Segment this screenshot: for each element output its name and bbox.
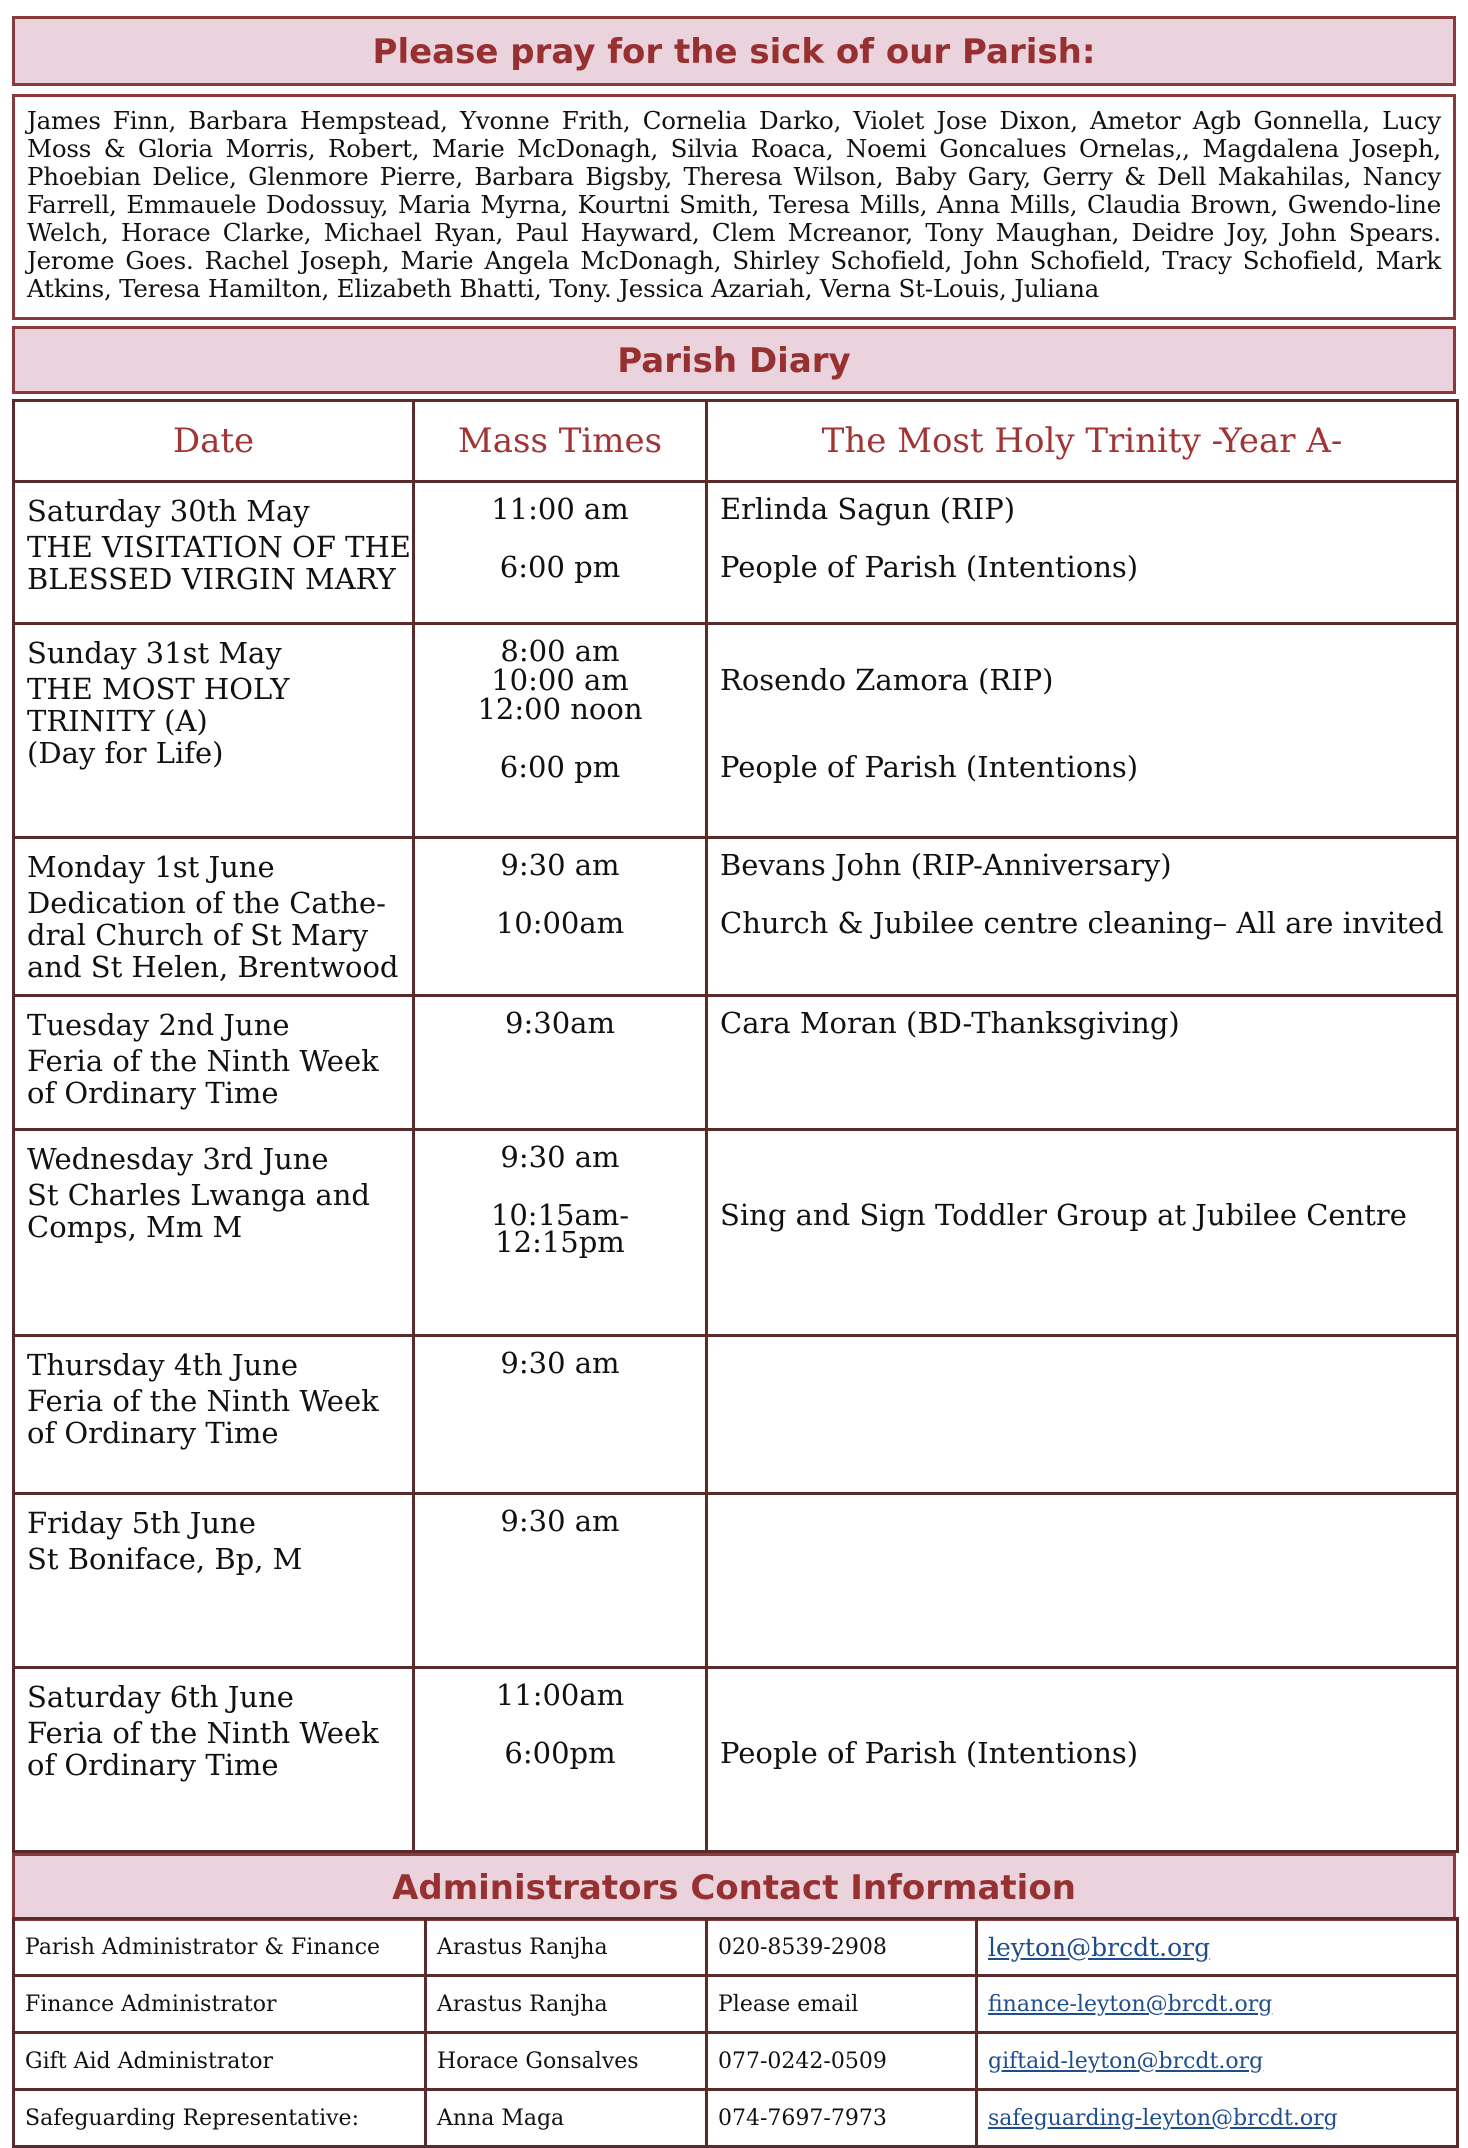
admin-contact-table: [12, 1917, 1459, 2148]
diary-intention: [720, 724, 1456, 753]
diary-mass-times-cell: [414, 1494, 707, 1668]
admin-email-cell: [977, 2090, 1458, 2147]
admin-phone: 020-8539-2908: [707, 1919, 977, 1976]
diary-date-cell: [14, 1336, 414, 1494]
diary-mass-time: [415, 724, 705, 753]
diary-intentions-cell: [707, 1494, 1458, 1668]
diary-intention: Erlinda Sagun (RIP): [720, 492, 1016, 526]
diary-intention: Cara Moran (BD-Thanksgiving): [720, 1006, 1180, 1040]
diary-intentions-cell: [707, 624, 1458, 838]
diary-mass-times-cell: [414, 996, 707, 1130]
admin-email-cell: [977, 2033, 1458, 2090]
diary-feast-line: St Boniface, Bp, M: [27, 1542, 303, 1576]
diary-date-cell: [14, 1494, 414, 1668]
diary-mass-time: [415, 880, 705, 909]
diary-mass-time: 11:00am: [495, 1678, 625, 1712]
admin-email-cell: [977, 1976, 1458, 2033]
diary-intention: People of Parish (Intentions): [720, 750, 1139, 784]
diary-feast-line: Feria of the Ninth Week: [27, 1716, 379, 1750]
diary-mass-time: 10:00am: [495, 906, 625, 940]
parish-diary-table: [12, 399, 1459, 1853]
diary-intentions-cell: [707, 1668, 1458, 1852]
diary-mass-time: [415, 1710, 705, 1739]
diary-intention: Church & Jubilee centre cleaning– All are invited: [720, 906, 1444, 940]
diary-day: Tuesday 2nd June: [27, 1008, 290, 1042]
diary-intention: Bevans John (RIP-Anniversary): [720, 848, 1172, 882]
admin-contact-row: [14, 2033, 1458, 2090]
sick-list-heading: Please pray for the sick of our Parish:: [12, 16, 1456, 86]
diary-row: [14, 838, 1458, 996]
admin-contact-heading: Administrators Contact Information: [12, 1853, 1456, 1921]
admin-role: Gift Aid Administrator: [14, 2033, 426, 2090]
diary-intentions-cell: [707, 482, 1458, 624]
diary-row: [14, 1494, 1458, 1668]
diary-intentions-cell: [707, 1336, 1458, 1494]
admin-email-link[interactable]: leyton@brcdt.org: [988, 1932, 1211, 1962]
parish-diary-heading: Parish Diary: [12, 326, 1456, 394]
diary-day: Saturday 30th May: [27, 494, 310, 528]
diary-mass-time: 9:30 am: [500, 848, 620, 882]
diary-intentions-cell: [707, 838, 1458, 996]
diary-intentions-cell: [707, 996, 1458, 1130]
diary-mass-time: 11:00 am: [491, 492, 629, 526]
diary-day: Thursday 4th June: [27, 1348, 299, 1382]
diary-intention: [720, 1172, 1456, 1201]
diary-date-cell: [14, 624, 414, 838]
diary-mass-time: 9:30 am: [500, 1140, 620, 1174]
diary-mass-time: [415, 524, 705, 553]
diary-intention: [720, 1710, 1456, 1739]
diary-feast-line: THE VISITATION OF THE: [27, 530, 411, 564]
diary-mass-time: 6:00pm: [504, 1736, 616, 1770]
diary-feast-line: Dedication of the Cathe-: [27, 886, 386, 920]
admin-phone: Please email: [707, 1976, 977, 2033]
diary-day: Monday 1st June: [27, 850, 275, 884]
admin-phone: 077-0242-0509: [707, 2033, 977, 2090]
diary-feast-line: of Ordinary Time: [27, 1416, 279, 1450]
admin-email-link[interactable]: giftaid-leyton@brcdt.org: [988, 2048, 1264, 2074]
diary-intention: [720, 637, 1456, 666]
admin-email-link[interactable]: finance-leyton@brcdt.org: [988, 1991, 1273, 2017]
diary-mass-time: 6:00 pm: [499, 750, 621, 784]
diary-mass-time: 10:00 am: [491, 663, 629, 697]
diary-row: [14, 1336, 1458, 1494]
diary-intention: [720, 1681, 1456, 1710]
date-column-header: Date: [14, 401, 414, 482]
diary-intention: Sing and Sign Toddler Group at Jubilee Centre: [720, 1198, 1407, 1232]
diary-intention: [720, 1143, 1456, 1172]
diary-intention: [720, 695, 1456, 724]
admin-email-link[interactable]: safeguarding-leyton@brcdt.org: [988, 2105, 1338, 2131]
diary-mass-times-cell: [414, 1668, 707, 1852]
diary-feast-line: Feria of the Ninth Week: [27, 1384, 379, 1418]
admin-contact-row: [14, 2090, 1458, 2147]
diary-feast-line: of Ordinary Time: [27, 1748, 279, 1782]
admin-name: Anna Maga: [426, 2090, 707, 2147]
diary-mass-time: 9:30am: [505, 1006, 615, 1040]
diary-row: [14, 1668, 1458, 1852]
diary-date-cell: [14, 1130, 414, 1336]
admin-contact-row: [14, 1919, 1458, 1976]
diary-feast-line: TRINITY (A): [27, 704, 208, 738]
admin-name: Arastus Ranjha: [426, 1976, 707, 2033]
diary-day: Wednesday 3rd June: [27, 1142, 329, 1176]
admin-email-cell: [977, 1919, 1458, 1976]
sick-names-list: James Finn, Barbara Hempstead, Yvonne Frith, Cornelia Darko, Violet Jose Dixon, Ametor Agb Gonnella, Lucy Moss & Gloria Morris, Robert, Marie McDonagh, Silvia Roaca, Noemi Goncalues Ornelas,, Magdalena Joseph, Phoebian Delice, Glenmore Pierre, Barbara Bigsby, Theresa Wilson, Baby Gary, Gerry & Dell Makahilas, Nancy Farrell, Emmauele Dodossuy, Maria Myrna, Kourtni Smith, Teresa Mills, Anna Mills, Claudia Brown, Gwendo-line Welch, Horace Clarke, Michael Ryan, Paul Hayward, Clem Mcreanor, Tony Maughan, Deidre Joy, John Spears. Jerome Goes. Rachel Joseph, Marie Angela McDonagh, Shirley Schofield, John Schofield, Tracy Schofield, Mark Atkins, Teresa Hamilton, Elizabeth Bhatti, Tony. Jessica Azariah, Verna St-Louis, Juliana: [12, 94, 1456, 320]
admin-role: Parish Administrator & Finance: [14, 1919, 426, 1976]
diary-mass-times-cell: [414, 838, 707, 996]
diary-row: [14, 482, 1458, 624]
diary-day: Friday 5th June: [27, 1506, 256, 1540]
diary-mass-time: 8:00 am: [500, 634, 620, 668]
admin-role: Finance Administrator: [14, 1976, 426, 2033]
diary-mass-time: 9:30 am: [500, 1504, 620, 1538]
diary-feast-line: Comps, Mm M: [27, 1210, 243, 1244]
mass-times-column-header: Mass Times: [414, 401, 707, 482]
diary-day: Saturday 6th June: [27, 1680, 294, 1714]
diary-date-cell: [14, 482, 414, 624]
diary-mass-time: 6:00 pm: [499, 550, 621, 584]
diary-intention: [720, 880, 1456, 909]
diary-mass-time: 12:00 noon: [477, 692, 643, 726]
diary-feast-line: dral Church of St Mary: [27, 918, 369, 952]
diary-intention: Rosendo Zamora (RIP): [720, 663, 1054, 697]
diary-intention: People of Parish (Intentions): [720, 1736, 1139, 1770]
admin-role: Safeguarding Representative:: [14, 2090, 426, 2147]
diary-mass-time: 9:30 am: [500, 1346, 620, 1380]
diary-mass-times-cell: [414, 482, 707, 624]
diary-mass-time: 10:15am-: [490, 1198, 630, 1232]
diary-mass-times-cell: [414, 624, 707, 838]
diary-mass-time: 12:15pm: [495, 1225, 625, 1259]
admin-phone: 074-7697-7973: [707, 2090, 977, 2147]
diary-mass-times-cell: [414, 1130, 707, 1336]
diary-day: Sunday 31st May: [27, 636, 282, 670]
diary-header-row: [14, 401, 1458, 482]
diary-feast-line: and St Helen, Brentwood: [27, 950, 399, 984]
diary-feast-line: of Ordinary Time: [27, 1076, 279, 1110]
diary-date-cell: [14, 996, 414, 1130]
admin-name: Horace Gonsalves: [426, 2033, 707, 2090]
diary-date-cell: [14, 838, 414, 996]
diary-feast-line: BLESSED VIRGIN MARY: [27, 562, 396, 596]
diary-intention: People of Parish (Intentions): [720, 550, 1139, 584]
admin-contact-row: [14, 1976, 1458, 2033]
admin-name: Arastus Ranjha: [426, 1919, 707, 1976]
diary-row: [14, 996, 1458, 1130]
diary-mass-time: [415, 1172, 705, 1201]
diary-intentions-cell: [707, 1130, 1458, 1336]
diary-feast-line: THE MOST HOLY: [27, 672, 290, 706]
diary-intention: [720, 524, 1456, 553]
diary-feast-line: (Day for Life): [27, 736, 224, 770]
diary-feast-line: Feria of the Ninth Week: [27, 1044, 379, 1078]
diary-row: [14, 624, 1458, 838]
diary-feast-line: St Charles Lwanga and: [27, 1178, 370, 1212]
diary-date-cell: [14, 1668, 414, 1852]
intentions-column-header: The Most Holy Trinity -Year A-: [707, 401, 1458, 482]
diary-mass-times-cell: [414, 1336, 707, 1494]
diary-row: [14, 1130, 1458, 1336]
